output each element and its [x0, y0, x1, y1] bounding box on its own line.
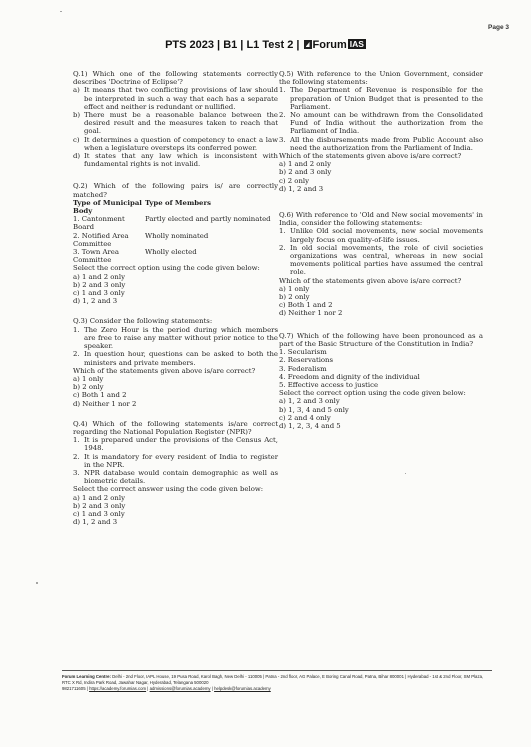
footer-phone: 9821711605	[62, 686, 86, 691]
option-b: b) 2 and 3 only	[73, 280, 126, 289]
page-footer	[62, 670, 492, 692]
option-b: b) 2 only	[279, 293, 310, 302]
logo-text: Forum	[312, 39, 347, 51]
option-d: d) It states that any law which is inconsistent with fundamental rights is not invalid.	[73, 152, 278, 169]
option-d: d) 1, 2 and 3	[73, 297, 118, 306]
test-title: PTS 2023 | B1 | L1 Test 2 |	[165, 39, 300, 51]
question-text: Q.2) Which of the following pairs is/ are correctly matched?	[73, 182, 278, 199]
scan-speck	[36, 582, 38, 584]
option-c: c) 1 and 3 only	[73, 289, 125, 298]
question-text: Q.5) With reference to the Union Government, consider the following statements:	[279, 70, 483, 87]
option-c: c) It determines a question of competency to enact a law when a legislature oversteps its conferred power.	[73, 135, 278, 152]
page-title	[0, 39, 531, 51]
logo-badge: IAS	[349, 39, 364, 49]
page-number: Page 3	[488, 24, 509, 31]
question-5	[279, 70, 483, 193]
option-b: b) 2 only	[73, 383, 104, 392]
option-d: d) Neither 1 nor 2	[73, 399, 137, 408]
option-d: d) 1, 2 and 3	[73, 518, 118, 527]
statement-2: 2. It is mandatory for every resident of India to register in the NPR.	[73, 452, 278, 469]
table-row: 3. Town Area Committee Wholly elected	[73, 248, 197, 265]
option-c: c) Both 1 and 2	[279, 301, 333, 310]
option-c: c) 2 and 4 only	[279, 413, 331, 422]
question-7	[279, 332, 483, 430]
statement-5: 5. Effective access to justice	[279, 380, 379, 389]
question-text: Q.7) Which of the following have been pronounced as a part of the Basic Structure of the Constitution in India?	[279, 331, 483, 348]
option-b: b) 1, 3, 4 and 5 only	[279, 405, 349, 414]
question-6	[279, 211, 483, 318]
option-b: b) 2 and 3 only	[279, 168, 332, 177]
question-text: Q.4) Which of the following statements is/are correct regarding the National Population Register (NPR)?	[73, 419, 278, 436]
scan-speck	[60, 11, 62, 12]
option-c: c) 1 and 3 only	[73, 509, 125, 518]
option-a: a) 1 and 2 only	[279, 160, 331, 169]
instruction: Which of the statements given above is/are correct?	[73, 366, 256, 375]
instruction: Select the correct answer using the code given below:	[73, 485, 264, 494]
footer-label: Forum Learning Centre:	[62, 674, 111, 679]
right-column	[279, 70, 483, 440]
statement-2: 2. Reservations	[279, 356, 334, 365]
option-a: a) 1, 2 and 3 only	[279, 397, 340, 406]
option-a: a) It means that two conflicting provisions of law should be interpreted in such a way that each has a separate effect and neither is redundant or nullified.	[73, 86, 278, 111]
statement-3: 3. NPR database would contain demographic as well as biometric details.	[73, 468, 278, 486]
left-column	[73, 70, 278, 536]
option-a: a) 1 only	[279, 284, 310, 293]
table-row: 2. Notified Area Committee Wholly nominated	[73, 231, 209, 248]
statement-1: 1. Secularism	[279, 348, 327, 357]
option-b: b) There must be a reasonable balance between the desired result and the measures taken to reach that goal.	[73, 111, 278, 136]
instruction: Select the correct option using the code given below:	[73, 264, 260, 273]
statement-1: 1. Unlike Old social movements, new social movements largely focus on quality-of-life issues.	[279, 227, 483, 244]
option-d: d) 1, 2 and 3	[279, 184, 324, 193]
statement-2: 2. In old social movements, the role of civil societies organizations was central, whereas in new social movements political parties have assumed the central role.	[279, 243, 483, 277]
question-3	[73, 317, 278, 407]
scan-speck	[405, 473, 406, 474]
option-d: d) 1, 2, 3, 4 and 5	[279, 421, 341, 430]
column-header: Type of Municipal Body	[73, 198, 142, 216]
statement-3: 3. Federalism	[279, 364, 327, 373]
helpdesk-email-link[interactable]: helpdesk@forumias.academy	[214, 686, 271, 691]
question-2	[73, 182, 278, 305]
forum-logo-icon	[304, 40, 312, 49]
instruction: Which of the statements given above is/are correct?	[279, 152, 462, 161]
option-a: a) 1 and 2 only	[73, 493, 125, 502]
statement-4: 4. Freedom and dignity of the individual	[279, 372, 420, 381]
question-text: Q.6) With reference to 'Old and New social movements' in India, consider the following statements:	[279, 211, 483, 228]
statement-2: 2. No amount can be withdrawn from the Consolidated Fund of India without the authorization from the Parliament of India.	[279, 111, 483, 136]
match-table	[73, 199, 278, 265]
statement-1: 1. The Department of Revenue is responsible for the preparation of Union Budget that is presented to the Parliament.	[279, 86, 483, 111]
statement-1: 1. The Zero Hour is the period during which members are free to raise any matter without prior notice to the speaker.	[73, 325, 278, 351]
question-text: Q.1) Which one of the following statements correctly describes 'Doctrine of Eclipse'?	[73, 70, 278, 87]
option-a: a) 1 only	[73, 374, 104, 383]
option-a: a) 1 and 2 only	[73, 272, 125, 281]
statement-2: 2. In question hour, questions can be asked to both the ministers and private members.	[73, 350, 278, 367]
academy-link[interactable]: https://academy.forumias.com	[89, 686, 147, 691]
admissions-email-link[interactable]: admissions@forumias.academy	[149, 686, 211, 691]
question-text: Q.3) Consider the following statements:	[73, 317, 213, 326]
instruction: Select the correct option using the code given below:	[279, 389, 466, 398]
table-row: 1. Cantonment Board Partly elected and partly nominated	[73, 215, 271, 232]
footer-contact: 9821711605 | https://academy.forumias.com | admissions@forumias.academy | helpdesk@forumias.academy	[62, 686, 271, 691]
column-header: Type of Members	[145, 198, 211, 207]
statement-3: 3. All the disbursements made from Public Account also need the authorization from the Parliament of India.	[279, 135, 483, 152]
statement-1: 1. It is prepared under the provisions of the Census Act, 1948.	[73, 436, 278, 453]
question-4	[73, 420, 278, 527]
footer-addresses: Delhi - 2nd Floor, IAPL House, 19 Pusa Road, Karol Bagh, New Delhi - 110005 | Patna - 2nd floor, AG Palace, E Boring Canal Road, Patna, Bihar 800001 | Hyderabad - 1st & 2nd Floor, SM Plaza, RTC X Rd, Indira Park Road, Jawahar Nagar, Hyderabad, Telangana 500020	[62, 674, 484, 685]
option-c: c) Both 1 and 2	[73, 391, 127, 400]
question-1	[73, 70, 278, 168]
option-b: b) 2 and 3 only	[73, 501, 126, 510]
option-d: d) Neither 1 nor 2	[279, 309, 343, 318]
instruction: Which of the statements given above is/are correct?	[279, 276, 462, 285]
option-c: c) 2 only	[279, 176, 309, 185]
